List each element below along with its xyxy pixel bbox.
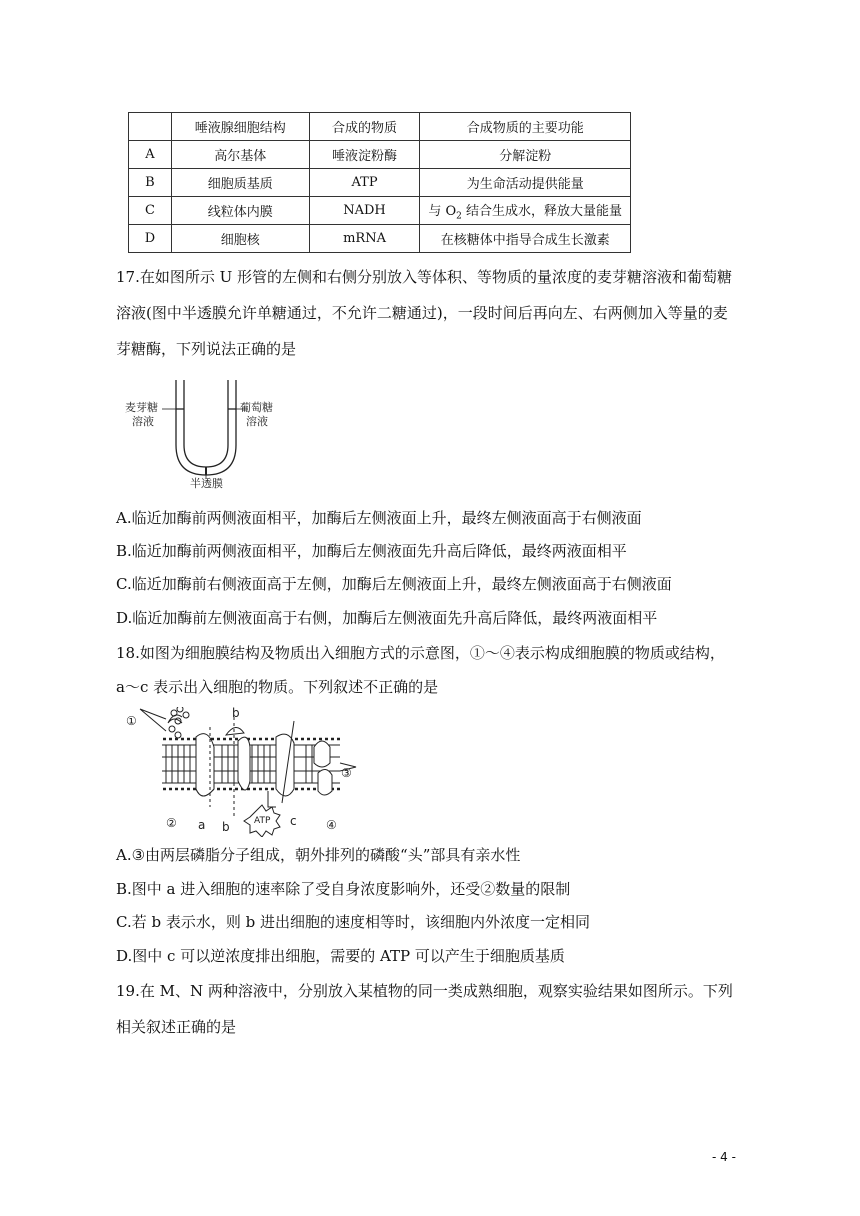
q17-stem-line: 17.在如图所示 U 形管的左侧和右侧分别放入等体积、等物质的量浓度的麦芽糖溶液和葡萄糖 — [116, 268, 733, 286]
leader-1 — [140, 709, 166, 731]
table-cell: ATP — [309, 169, 420, 197]
table-row — [129, 197, 631, 225]
q19-stem-line: 相关叙述正确的是 — [116, 1018, 237, 1036]
table-cell — [420, 197, 631, 225]
u-tube-inner-wall — [184, 380, 228, 467]
table-row — [129, 141, 631, 169]
phospholipid-bilayer — [162, 739, 340, 789]
marker-2: ② — [166, 816, 177, 830]
protein — [238, 737, 250, 790]
left-label-2: 溶液 — [132, 415, 154, 428]
table-cell: A — [129, 141, 172, 169]
right-label-2: 溶液 — [246, 415, 268, 428]
marker-1: ① — [126, 714, 137, 728]
q17-option-a: A.临近加酶前两侧液面相平，加酶后左侧液面上升，最终左侧液面高于右侧液面 — [116, 509, 642, 527]
label-a: a — [198, 818, 206, 832]
membrane-label: 半透膜 — [190, 477, 223, 490]
table-cell: B — [129, 169, 172, 197]
left-label-1: 麦芽糖 — [125, 401, 158, 414]
table-header-row — [129, 113, 631, 141]
protein-upper — [314, 741, 330, 767]
table-cell: NADH — [309, 197, 420, 225]
atp-label: ATP — [254, 816, 271, 826]
table-cell: 线粒体内膜 — [171, 197, 309, 225]
q18-option-b: B.图中 a 进入细胞的速率除了受自身浓度影响外，还受②数量的限制 — [116, 880, 571, 898]
table-row — [129, 169, 631, 197]
label-c: c — [290, 814, 297, 828]
q18-option-a: A.③由两层磷脂分子组成，朝外排列的磷酸“头”部具有亲水性 — [116, 846, 521, 864]
marker-4: ④ — [326, 818, 337, 832]
membrane-surface-protein — [226, 727, 244, 735]
table-cell: C — [129, 197, 172, 225]
q17-stem-line: 溶液(图中半透膜允许单糖通过，不允许二糖通过)，一段时间后再向左、右两侧加入等量的麦 — [116, 304, 728, 322]
table-cell: mRNA — [309, 225, 420, 253]
table-header-cell: 合成的物质 — [309, 113, 420, 141]
table-header-cell: 唾液腺细胞结构 — [171, 113, 309, 141]
channel-protein-2 — [196, 734, 214, 796]
table-header-cell — [129, 113, 172, 141]
table-cell: 高尔基体 — [171, 141, 309, 169]
table-header-cell: 合成物质的主要功能 — [420, 113, 631, 141]
table-cell: D — [129, 225, 172, 253]
q17-option-c: C.临近加酶前右侧液面高于左侧，加酶后左侧液面上升，最终左侧液面高于右侧液面 — [116, 575, 672, 593]
label-b-top: b — [232, 707, 240, 720]
marker-3: ③ — [341, 766, 352, 780]
table-cell: 细胞核 — [171, 225, 309, 253]
right-label-1: 葡萄糖 — [240, 401, 273, 414]
q17-option-b: B.临近加酶前两侧液面相平，加酶后左侧液面先升高后降低，最终两液面相平 — [116, 542, 627, 560]
table-cell: 为生命活动提供能量 — [420, 169, 631, 197]
table-cell: 在核糖体中指导合成生长激素 — [420, 225, 631, 253]
u-tube-outer-wall — [176, 380, 236, 475]
q18-option-c: C.若 b 表示水，则 b 进出细胞的速度相等时，该细胞内外浓度一定相同 — [116, 913, 590, 931]
cell-membrane-figure — [118, 707, 358, 837]
table-row — [129, 225, 631, 253]
label-b-bottom: b — [222, 820, 230, 834]
function-text-pre: 与 O — [428, 203, 457, 219]
subscript-2: 2 — [456, 211, 462, 222]
cell-structure-table — [128, 112, 631, 253]
atp-connector — [268, 791, 276, 807]
q17-option-d: D.临近加酶前左侧液面高于右侧，加酶后左侧液面先升高后降低，最终两液面相平 — [116, 609, 658, 627]
page-number: - 4 - — [712, 1150, 736, 1164]
q17-stem-line: 芽糖酶，下列说法正确的是 — [116, 340, 297, 358]
q18-stem-line: a～c 表示出入细胞的物质。下列叙述不正确的是 — [116, 678, 439, 696]
function-text-post: 结合生成水，释放大量能量 — [461, 203, 623, 219]
q18-stem-line: 18.如图为细胞膜结构及物质出入细胞方式的示意图，①～④表示构成细胞膜的物质或结构， — [116, 644, 725, 662]
protein-4 — [318, 769, 332, 795]
table-cell: 唾液淀粉酶 — [309, 141, 420, 169]
u-tube-figure — [118, 375, 288, 490]
carrier-protein — [276, 734, 294, 796]
q18-option-d: D.图中 c 可以逆浓度排出细胞，需要的 ATP 可以产生于细胞质基质 — [116, 947, 565, 965]
table-cell: 细胞质基质 — [171, 169, 309, 197]
table-cell: 分解淀粉 — [420, 141, 631, 169]
q19-stem-line: 19.在 M、N 两种溶液中，分别放入某植物的同一类成熟细胞，观察实验结果如图所示。下列 — [116, 982, 733, 1000]
